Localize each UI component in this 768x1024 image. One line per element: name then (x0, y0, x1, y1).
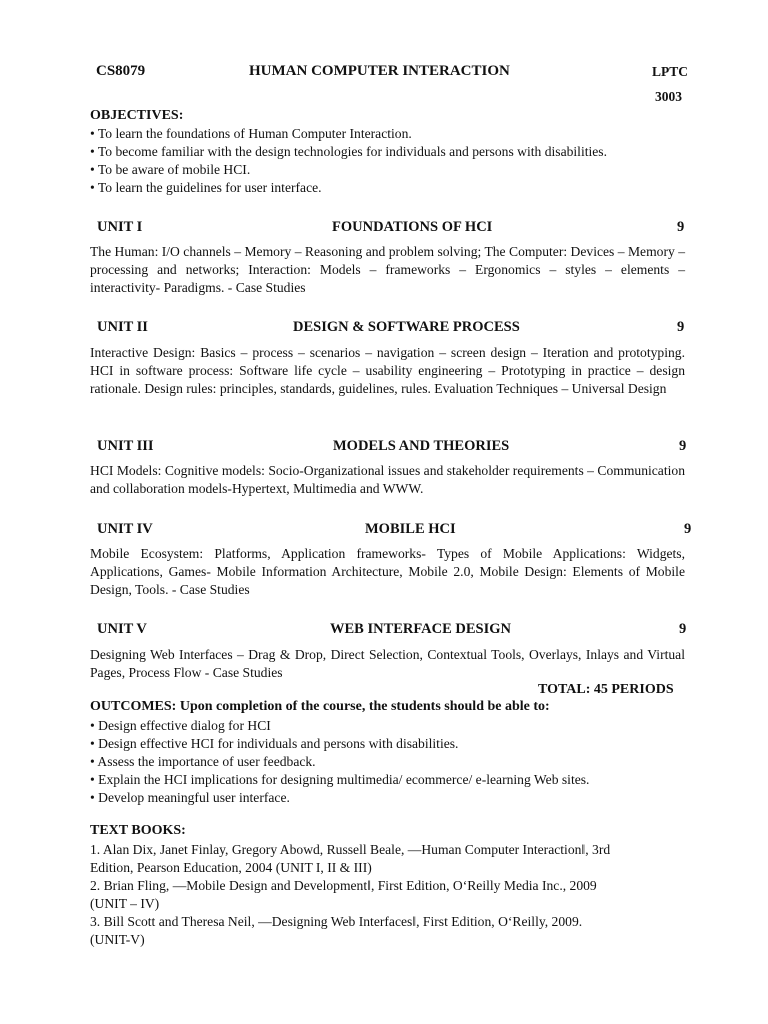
unit-2-content: Interactive Design: Basics – process – scenarios – navigation – screen design – Iteration and prototyping. HCI in software process: Software life cycle – usability engineering – Prototyping in practice – design rationale. Design rules: principles, standards, guidelines, rules. Evaluation Techniques – Universal Design (90, 345, 685, 396)
textbook-line: (UNIT-V) (90, 932, 145, 947)
list-item: • To become familiar with the design technologies for individuals and persons with disabilities. (90, 144, 607, 159)
unit-2-title: DESIGN & SOFTWARE PROCESS (293, 319, 520, 335)
unit-1-hours: 9 (677, 219, 685, 235)
unit-3-label: UNIT III (97, 438, 154, 454)
course-title: HUMAN COMPUTER INTERACTION (249, 63, 510, 79)
unit-5-hours: 9 (679, 621, 687, 637)
unit-4-label: UNIT IV (97, 521, 153, 537)
textbooks-heading: TEXT BOOKS: (90, 823, 186, 838)
ltpc-value: 3003 (655, 89, 682, 104)
course-code: CS8079 (96, 63, 146, 79)
total-periods: TOTAL: 45 PERIODS (538, 682, 674, 697)
unit-2-label: UNIT II (97, 319, 148, 335)
textbook-line: 2. Brian Fling, ―Mobile Design and Development‖, First Edition, O‘Reilly Media Inc., 2009 (90, 878, 597, 893)
unit-3-title: MODELS AND THEORIES (333, 438, 510, 454)
unit-1-label: UNIT I (97, 219, 143, 235)
textbook-line: 1. Alan Dix, Janet Finlay, Gregory Abowd, Russell Beale, ―Human Computer Interaction‖, 3rd (90, 842, 611, 857)
unit-5-label: UNIT V (97, 621, 147, 637)
unit-4-content: Mobile Ecosystem: Platforms, Application frameworks- Types of Mobile Applications: Widgets, Applications, Games- Mobile Information Architecture, Mobile 2.0, Mobile Design: Elements of Mobile Design, Tools. - Case Studies (90, 546, 685, 597)
outcomes-heading: OUTCOMES: Upon completion of the course, the students should be able to: (90, 699, 550, 714)
textbook-line: 3. Bill Scott and Theresa Neil, ―Designing Web Interfaces‖, First Edition, O‘Reilly, 2009. (90, 914, 583, 929)
unit-4-title: MOBILE HCI (365, 521, 456, 537)
unit-1-content: The Human: I/O channels – Memory – Reasoning and problem solving; The Computer: Devices – Memory – processing and networks; Interaction: Models – frameworks – Ergonomics – styles – elements – interactivity- Paradigms. - Case Studies (90, 244, 685, 295)
unit-3-hours: 9 (679, 438, 687, 454)
textbook-line: Edition, Pearson Education, 2004 (UNIT I, II & III) (90, 860, 372, 875)
list-item: • Explain the HCI implications for designing multimedia/ ecommerce/ e-learning Web sites. (90, 772, 590, 787)
outcomes-list (90, 717, 589, 807)
list-item: • Design effective HCI for individuals and persons with disabilities. (90, 736, 459, 751)
unit-5-title: WEB INTERFACE DESIGN (330, 621, 512, 637)
list-item: • Develop meaningful user interface. (90, 790, 290, 805)
textbook-line: (UNIT – IV) (90, 896, 160, 911)
list-item: • To learn the foundations of Human Computer Interaction. (90, 126, 412, 141)
textbooks-list (90, 841, 610, 949)
list-item: • Assess the importance of user feedback. (90, 754, 316, 769)
objectives-heading: OBJECTIVES: (90, 108, 184, 123)
unit-4-hours: 9 (684, 521, 692, 537)
unit-5-content: Designing Web Interfaces – Drag & Drop, Direct Selection, Contextual Tools, Overlays, Inlays and Virtual Pages, Process Flow - Case Studies (90, 647, 685, 680)
list-item: • To be aware of mobile HCI. (90, 162, 251, 177)
unit-1-title: FOUNDATIONS OF HCI (332, 219, 493, 235)
list-item: • To learn the guidelines for user interface. (90, 180, 322, 195)
unit-2-hours: 9 (677, 319, 685, 335)
ltpc-label: LPTC (652, 64, 689, 79)
unit-3-content: HCI Models: Cognitive models: Socio-Organizational issues and stakeholder requirements – Communication and collaboration models-Hypertext, Multimedia and WWW. (90, 463, 685, 496)
list-item: • Design effective dialog for HCI (90, 718, 271, 733)
objectives-list (90, 125, 607, 197)
